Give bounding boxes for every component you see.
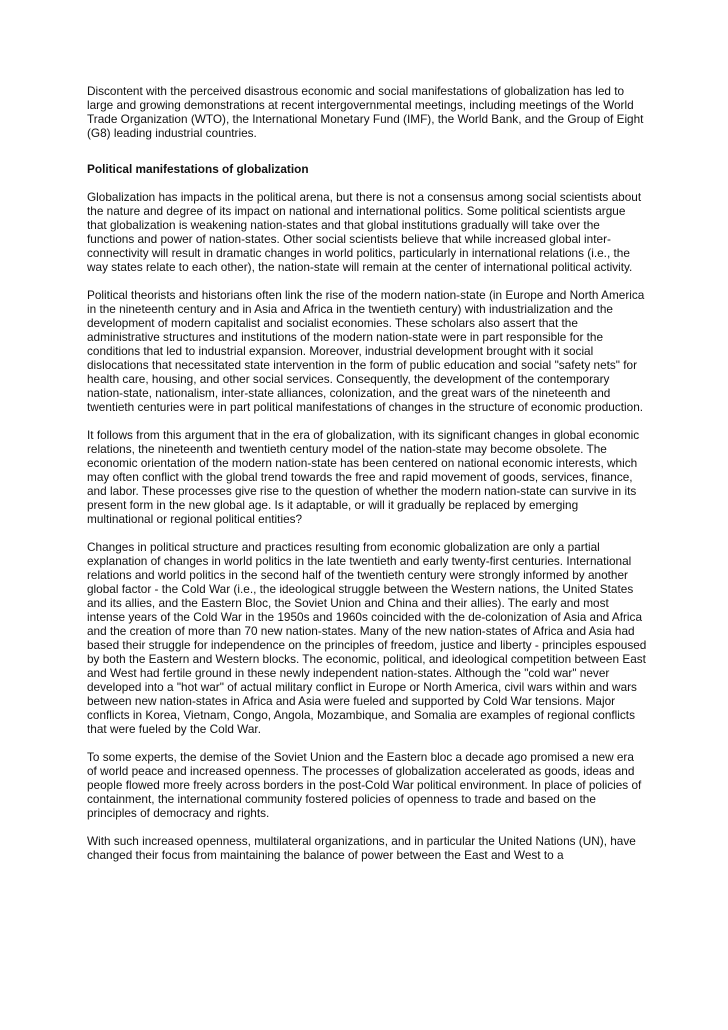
paragraph: It follows from this argument that in the era of globalization, with its significant changes in global economic relations, the nineteenth and twentieth century model of the nation-state may become obsolete. The economic orientation of the modern nation-state has been centered on national economic interests, which may often conflict with the global trend towards the free and rapid movement of goods, services, finance, and labor. These processes give rise to the question of whether the modern nation-state can survive in its present form in the new global age. Is it adaptable, or will it gradually be replaced by emerging multinational or regional political entities?: [87, 428, 640, 526]
document-page: [87, 84, 647, 876]
intro-paragraph: Discontent with the perceived disastrous economic and social manifestations of globalization has led to large and growing demonstrations at recent intergovernmental meetings, including meetings of the World Trade Organization (WTO), the International Monetary Fund (IMF), the World Bank, and the Group of Eight (G8) leading industrial countries.: [87, 84, 644, 140]
paragraph: Globalization has impacts in the political arena, but there is not a consensus among social scientists about the nature and degree of its impact on national and international politics. Some political scientists argue that globalization is weakening nation-states and that global institutions gradually will take over the functions and power of nation-states. Other social scientists believe that while increased global inter-connectivity will result in dramatic changes in world politics, particularly in international relations (i.e., the way states relate to each other), the nation-state will remain at the center of international political activity.: [87, 190, 642, 274]
paragraph: With such increased openness, multilateral organizations, and in particular the United Nations (UN), have changed their focus from maintaining the balance of power between the East and West to a: [87, 834, 636, 862]
paragraph: To some experts, the demise of the Soviet Union and the Eastern bloc a decade ago promised a new era of world peace and increased openness. The processes of globalization accelerated as goods, ideas and people flowed more freely across borders in the post-Cold War political environment. In place of policies of containment, the international community fostered policies of openness to trade and based on the principles of democracy and rights.: [87, 750, 642, 820]
paragraph: Political theorists and historians often link the rise of the modern nation-state (in Europe and North America in the nineteenth century and in Asia and Africa in the twentieth century) with industrialization and the development of modern capitalist and socialist economies. These scholars also assert that the administrative structures and institutions of the modern nation-state were in part responsible for the conditions that led to industrial expansion. Moreover, industrial development brought with it social dislocations that necessitated state intervention in the form of public education and social "safety nets" for health care, housing, and other social services. Consequently, the development of the contemporary nation-state, nationalism, inter-state alliances, colonization, and the great wars of the nineteenth and twentieth centuries were in part political manifestations of changes in the structure of economic production.: [87, 288, 645, 414]
section-heading: Political manifestations of globalization: [87, 162, 309, 176]
paragraph: Changes in political structure and practices resulting from economic globalization are only a partial explanation of changes in world politics in the late twentieth and early twenty-first centuries. International relations and world politics in the second half of the twentieth century were strongly informed by another global factor - the Cold War (i.e., the ideological struggle between the Western nations, the United States and its allies, and the Eastern Bloc, the Soviet Union and China and their allies). The early and most intense years of the Cold War in the 1950s and 1960s coincided with the de-colonization of Asia and Africa and the creation of more than 70 new nation-states. Many of the new nation-states of Africa and Asia had based their struggle for independence on the principles of freedom, justice and liberty - principles espoused by both the Eastern and Western blocks. The economic, political, and ideological competition between East and West had fertile ground in these newly independent nation-states. Although the "cold war" never developed into a "hot war" of actual military conflict in Europe or North America, civil wars within and wars between new nation-states in Africa and Asia were fueled and supported by Cold War tensions. Major conflicts in Korea, Vietnam, Congo, Angola, Mozambique, and Somalia are examples of regional conflicts that were fueled by the Cold War.: [87, 540, 647, 736]
